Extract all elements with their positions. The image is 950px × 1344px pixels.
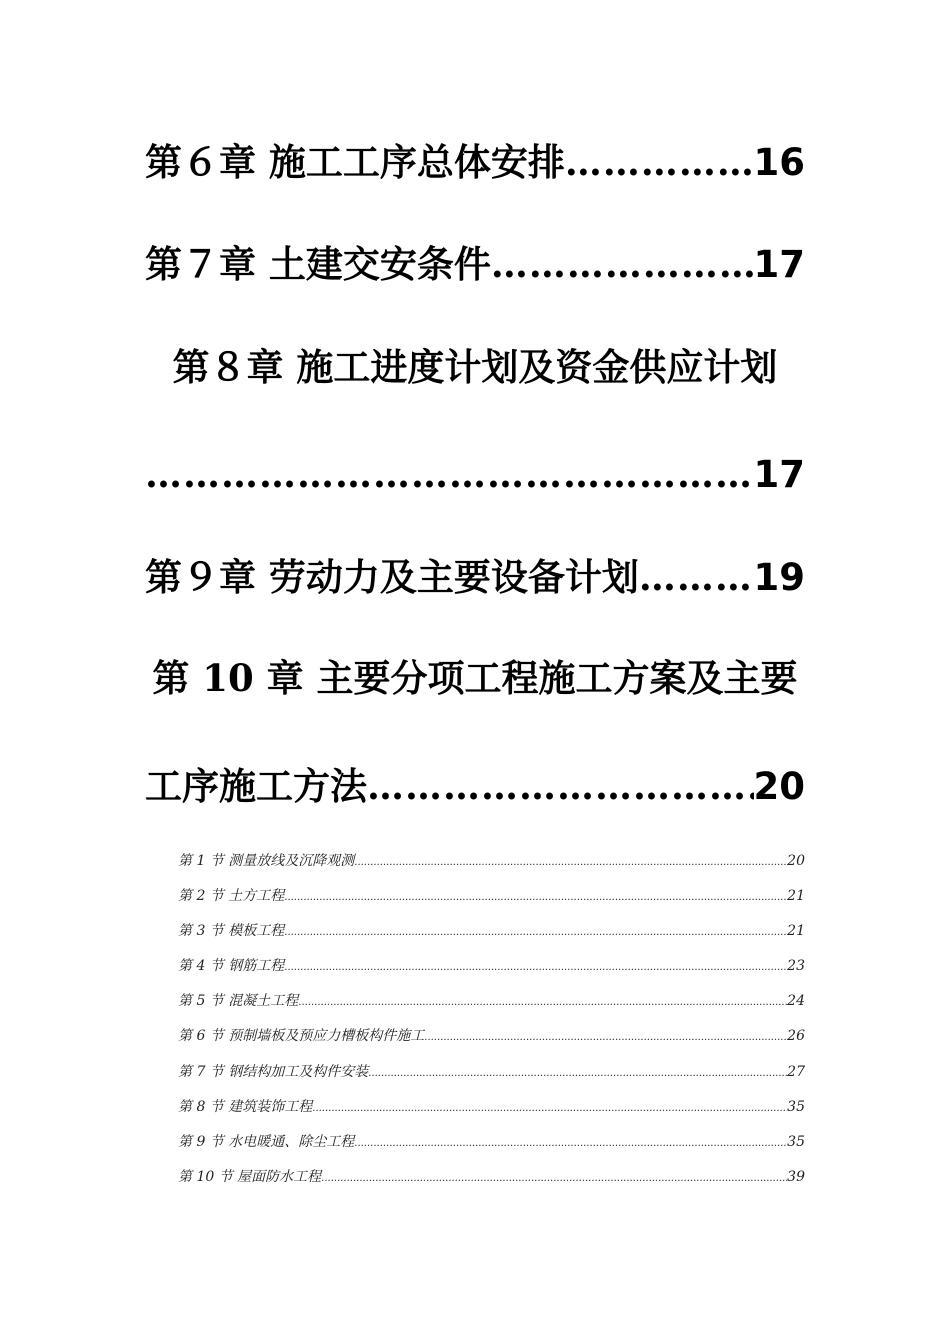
toc-section-label: 第 7 节 钢结构加工及构件安装: [178, 1064, 369, 1080]
toc-section-label: 第 1 节 测量放线及沉降观测: [178, 853, 355, 869]
toc-section-1[interactable]: [178, 852, 805, 872]
toc-page-number: 24: [787, 993, 805, 1009]
toc-page-number: 26: [787, 1028, 805, 1044]
toc-chapter-10-title[interactable]: 第 10 章 主要分项工程施工方案及主要: [152, 656, 798, 700]
toc-section-7[interactable]: [178, 1063, 805, 1083]
toc-chapter-8-leader[interactable]: [145, 452, 805, 497]
toc-section-3[interactable]: [178, 922, 805, 942]
toc-leader-dots: [368, 1065, 787, 1083]
toc-leader-dots: [298, 994, 787, 1012]
toc-section-label: 第 10 节 屋面防水工程: [178, 1169, 322, 1185]
toc-page-number: 17: [753, 453, 805, 496]
toc-chapter-label: 第７章 土建交安条件: [145, 242, 491, 286]
toc-page-number: 35: [787, 1099, 805, 1115]
toc-section-label: 第 5 节 混凝土工程: [178, 993, 299, 1009]
toc-leader-dots: [565, 140, 754, 184]
toc-section-label: 第 9 节 水电暖通、除尘工程: [178, 1134, 355, 1150]
toc-leader-dots: [354, 1135, 787, 1153]
toc-page-number: 27: [787, 1064, 805, 1080]
toc-page-number: 35: [787, 1134, 805, 1150]
toc-section-9[interactable]: [178, 1133, 805, 1153]
toc-section-2[interactable]: [178, 887, 805, 907]
toc-section-5[interactable]: [178, 992, 805, 1012]
toc-page-number: 39: [787, 1169, 805, 1185]
toc-section-label: 第 3 节 模板工程: [178, 923, 285, 939]
toc-chapter-7[interactable]: [145, 242, 805, 287]
toc-section-10[interactable]: [178, 1168, 805, 1188]
toc-section-6[interactable]: [178, 1027, 805, 1047]
toc-leader-dots: [367, 764, 754, 808]
toc-leader-dots: [424, 1029, 787, 1047]
toc-page-number: 17: [753, 243, 805, 286]
toc-section-label: 第 6 节 预制墙板及预应力槽板构件施工: [178, 1028, 425, 1044]
toc-page-number: 16: [753, 141, 805, 184]
toc-page-number: 20: [787, 853, 805, 869]
toc-leader-dots: [491, 242, 754, 286]
toc-page-number: 20: [753, 765, 805, 808]
toc-chapter-9[interactable]: [145, 555, 805, 600]
toc-page-number: 21: [787, 888, 805, 904]
toc-leader-dots: [639, 555, 754, 599]
toc-chapter-label: 第９章 劳动力及主要设备计划: [145, 555, 639, 599]
toc-chapter-6[interactable]: [145, 140, 805, 185]
toc-leader-dots: [284, 959, 787, 977]
toc-leader-dots: [145, 452, 754, 496]
toc-leader-dots: [284, 924, 787, 942]
toc-section-label: 第 8 节 建筑装饰工程: [178, 1099, 313, 1115]
toc-leader-dots: [354, 854, 787, 872]
toc-leader-dots: [284, 889, 787, 907]
toc-chapter-10-leader[interactable]: [145, 764, 805, 809]
toc-section-4[interactable]: [178, 957, 805, 977]
toc-page-number: 19: [753, 556, 805, 599]
toc-section-label: 第 4 节 钢筋工程: [178, 958, 285, 974]
toc-page-number: 21: [787, 923, 805, 939]
toc-page-number: 23: [787, 958, 805, 974]
toc-section-label: 第 2 节 土方工程: [178, 888, 285, 904]
toc-chapter-label: 工序施工方法: [145, 764, 367, 808]
toc-leader-dots: [312, 1100, 787, 1118]
toc-chapter-label: 第６章 施工工序总体安排: [145, 140, 565, 184]
toc-leader-dots: [321, 1170, 787, 1188]
toc-section-8[interactable]: [178, 1098, 805, 1118]
toc-chapter-8-title[interactable]: 第８章 施工进度计划及资金供应计划: [172, 345, 778, 389]
